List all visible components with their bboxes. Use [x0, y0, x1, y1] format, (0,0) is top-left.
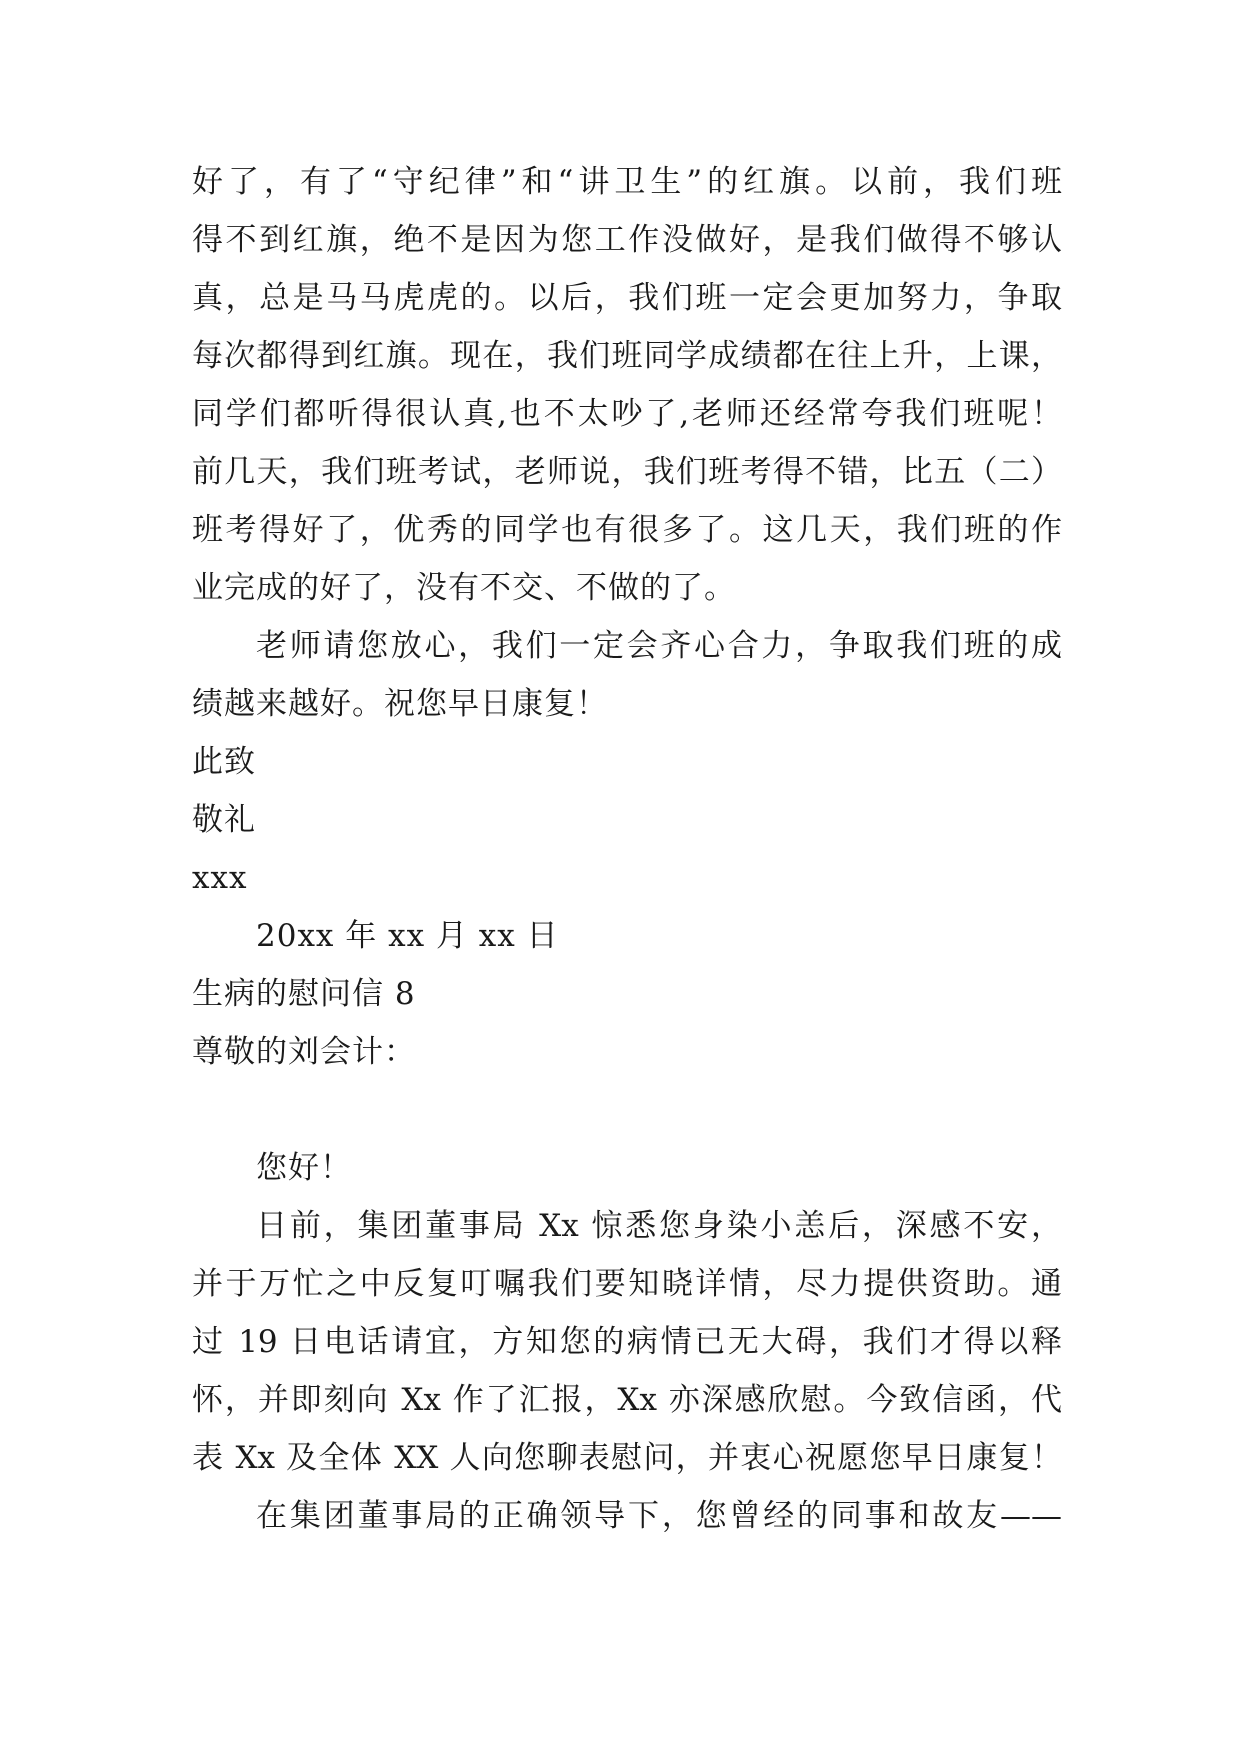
text-line: 业完成的好了，没有不交、不做的了。	[192, 570, 736, 606]
greeting: 您好！	[256, 1150, 352, 1186]
text-line: 过 19 日电话请宜，方知您的病情已无大碍，我们才得以释	[192, 1324, 1062, 1360]
text-line: 同学们都听得很认真,也不太吵了,老师还经常夸我们班呢！	[192, 396, 1062, 432]
text-line: 绩越来越好。祝您早日康复！	[192, 686, 608, 722]
paragraph-2-line: 在集团董事局的正确领导下，您曾经的同事和故友——	[256, 1498, 1062, 1534]
text-line: 班考得好了，优秀的同学也有很多了。这几天，我们班的作	[192, 512, 1062, 548]
salutation-cizhi: 此致	[192, 744, 256, 780]
recipient-line: 尊敬的刘会计：	[192, 1034, 416, 1070]
salutation-jingli: 敬礼	[192, 802, 256, 838]
text-line: 好了，有了“守纪律”和“讲卫生”的红旗。以前，我们班	[192, 164, 1062, 200]
text-line: 真，总是马马虎虎的。以后，我们班一定会更加努力，争取	[192, 280, 1062, 316]
text-line: 表 Xx 及全体 XX 人向您聊表慰问，并衷心祝愿您早日康复！	[192, 1440, 1062, 1476]
text-line: 老师请您放心，我们一定会齐心合力，争取我们班的成	[256, 628, 1062, 664]
section-title: 生病的慰问信 8	[192, 976, 416, 1012]
text-line: 前几天，我们班考试，老师说，我们班考得不错，比五（二）	[192, 454, 1062, 490]
text-line: 并于万忙之中反复叮嘱我们要知晓详情，尽力提供资助。通	[192, 1266, 1062, 1302]
text-line: 怀，并即刻向 Xx 作了汇报，Xx 亦深感欣慰。今致信函，代	[192, 1382, 1062, 1418]
text-line: 日前，集团董事局 Xx 惊悉您身染小恙后，深感不安，	[256, 1208, 1062, 1244]
signature: xxx	[192, 860, 248, 896]
text-line: 每次都得到红旗。现在，我们班同学成绩都在往上升，上课，	[192, 338, 1062, 374]
letter-date: 20xx 年 xx 月 xx 日	[256, 918, 559, 954]
text-line: 得不到红旗，绝不是因为您工作没做好，是我们做得不够认	[192, 222, 1062, 258]
